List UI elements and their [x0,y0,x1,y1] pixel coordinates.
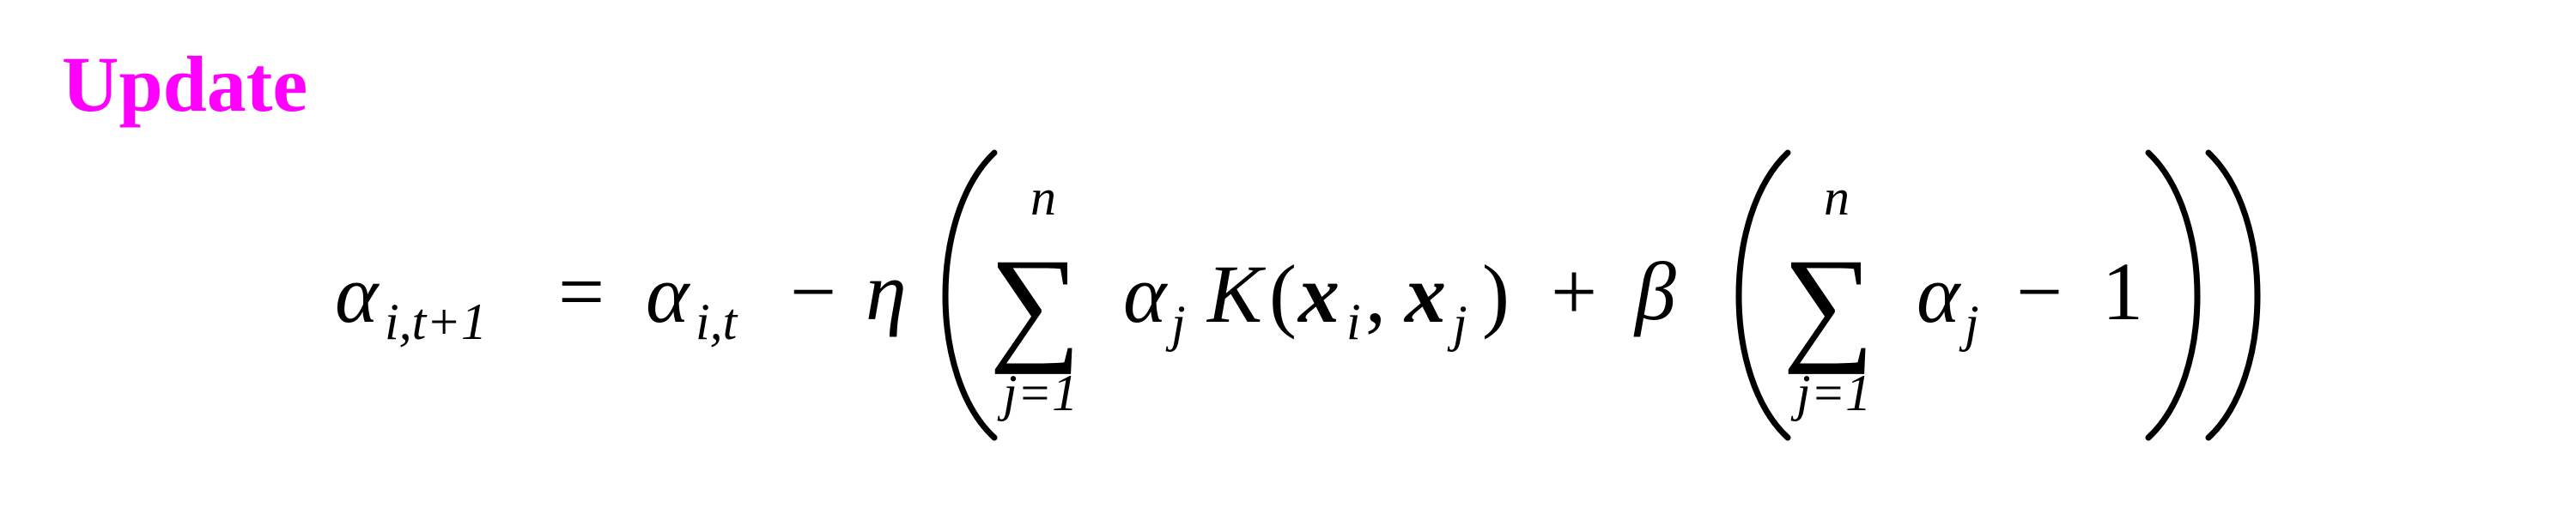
alpha-symbol: α [1123,248,1167,340]
x-vector: x [1405,248,1446,340]
eta-symbol: η [866,245,907,337]
outer-left-paren [945,153,994,438]
section-heading: Update [62,40,308,128]
outer-right-paren [2208,153,2257,438]
sum-upper-limit: n [1030,169,1056,226]
subscript-i: i [1346,293,1361,350]
left-paren: ( [1269,248,1297,340]
subscript-i-t-plus-1: i,t+1 [385,293,487,350]
summation-symbol: ∑ [989,233,1081,375]
sum-lower-limit: j=1 [1796,365,1872,421]
x-vector: x [1298,248,1340,340]
right-paren: ) [1482,248,1510,340]
constant-one: 1 [2102,245,2143,337]
minus-sign: − [2016,245,2063,337]
subscript-i-t: i,t [696,293,738,350]
alpha-symbol: α [646,248,690,340]
subscript-j: j [1965,295,1979,352]
comma: , [1365,248,1386,340]
minus-sign: − [790,245,837,337]
inner-left-paren [1739,153,1788,438]
sum-upper-limit: n [1824,169,1850,226]
subscript-j: j [1171,295,1186,352]
plus-sign: + [1551,245,1598,337]
alpha-symbol: α [1917,248,1960,340]
alpha-symbol: α [335,248,379,340]
kernel-function: K [1207,248,1263,340]
summation-symbol: ∑ [1783,233,1874,375]
equals-sign: = [558,245,605,337]
inner-right-paren [2148,153,2197,438]
beta-symbol: β [1635,245,1676,337]
sum-lower-limit: j=1 [1003,365,1078,421]
subscript-j: j [1453,295,1467,352]
